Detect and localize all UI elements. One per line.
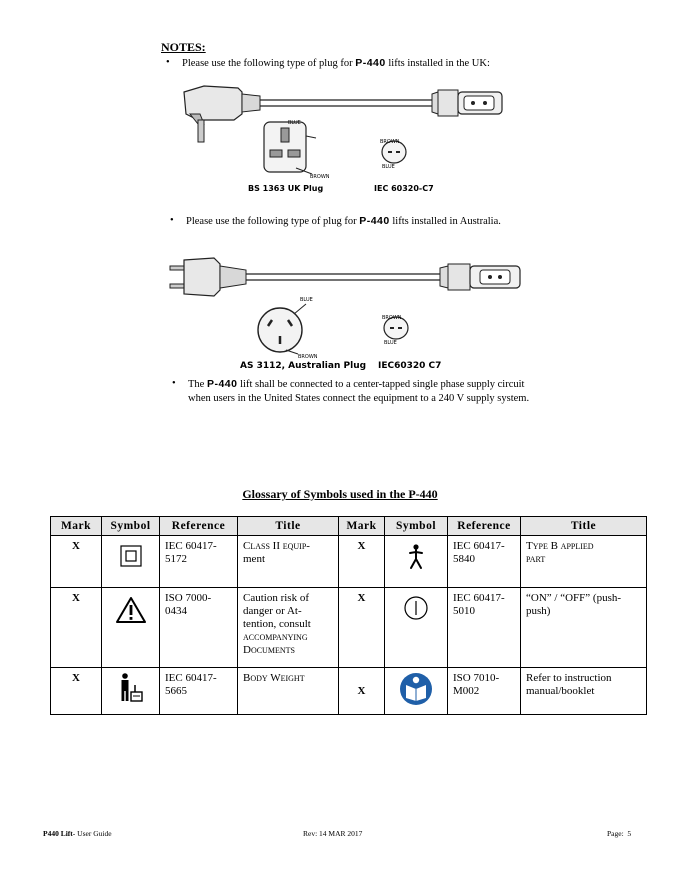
uk-neutral-pin	[288, 150, 300, 157]
mark-cell: X	[51, 588, 102, 668]
reference-cell: IEC 60417-5840	[448, 536, 521, 588]
uk-wire-blue: BLUE	[288, 120, 301, 126]
uk-socket-hole	[483, 101, 487, 105]
reference-cell: ISO 7000-0434	[160, 588, 238, 668]
symbol-cell	[102, 668, 160, 715]
mark-cell: X	[51, 536, 102, 588]
note-us-supply: • The P-440 lift shall be connected to a center-tapped single phase supply circuit when users in the United States connect the equipment to a 240 V supply system.	[172, 378, 530, 404]
title-cell: “ON” / “OFF” (push-push)	[521, 588, 647, 668]
au-conn-blue: BLUE	[384, 340, 397, 346]
uk-plug-figure	[176, 80, 526, 195]
warning-triangle-icon	[114, 592, 148, 628]
au-socket-hole	[488, 275, 492, 279]
header-reference: Reference	[160, 517, 238, 536]
au-wire-blue: BLUE	[300, 297, 313, 303]
au-strain-relief	[220, 266, 246, 288]
reference-cell: IEC 60417-5010	[448, 588, 521, 668]
symbol-cell	[385, 668, 448, 715]
au-socket-hole	[498, 275, 502, 279]
title-cell: Type B applied part	[521, 536, 647, 588]
uk-conn-blue: BLUE	[382, 164, 395, 170]
symbol-cell	[385, 588, 448, 668]
reference-cell: ISO 7010-M002	[448, 668, 521, 715]
title-cell: Body Weight	[238, 668, 339, 715]
uk-conn-brown: BROWN	[380, 139, 400, 145]
table-row	[51, 536, 647, 588]
au-plug-figure	[168, 250, 533, 372]
title-cell: Caution risk of danger or At-tention, consult accompanying Documents	[238, 588, 339, 668]
header-title: Title	[238, 517, 339, 536]
body-weight-icon	[114, 672, 148, 704]
note-uk-plug: • Please use the following type of plug for P-440 lifts installed in the UK:	[166, 57, 490, 69]
header-symbol: Symbol	[102, 517, 160, 536]
au-connector-grip	[448, 264, 470, 290]
symbol-cell	[102, 588, 160, 668]
reference-cell: IEC 60417-5172	[160, 536, 238, 588]
au-plug-face	[258, 308, 302, 352]
reference-cell: IEC 60417-5665	[160, 668, 238, 715]
header-mark: Mark	[51, 517, 102, 536]
uk-plug-caption: BS 1363 UK Plug	[248, 184, 324, 193]
class-ii-icon	[114, 540, 148, 572]
symbol-cell	[102, 536, 160, 588]
uk-connector-grip	[438, 90, 458, 116]
uk-connector-face	[464, 96, 494, 110]
header-mark: Mark	[339, 517, 385, 536]
uk-connector-neck	[432, 92, 438, 114]
uk-connector-caption: IEC 60320-C7	[374, 184, 434, 193]
uk-socket-hole	[471, 101, 475, 105]
note-au-plug: • Please use the following type of plug for P-440 lifts installed in Australia.	[170, 215, 501, 227]
symbol-cell	[385, 536, 448, 588]
header-title: Title	[521, 517, 647, 536]
bullet-dot: •	[170, 215, 174, 226]
au-plug-pin	[170, 266, 184, 270]
bullet-dot: •	[172, 378, 176, 389]
uk-earth-pin	[281, 128, 289, 142]
product-name: P-440	[206, 378, 238, 390]
au-connector-caption: IEC60320 C7	[378, 361, 442, 371]
au-wire-brown: BROWN	[298, 354, 318, 360]
uk-plug-pin-long	[198, 120, 204, 142]
uk-leader-line	[306, 136, 316, 138]
notes-title: NOTES:	[161, 40, 206, 54]
mark-cell: X	[339, 668, 385, 715]
mark-cell: X	[339, 536, 385, 588]
footer-page: Page: 5	[607, 829, 632, 838]
au-plug-caption: AS 3112, Australian Plug	[240, 361, 367, 371]
mark-cell: X	[51, 668, 102, 715]
au-leader-line	[294, 304, 306, 314]
product-name: P-440	[355, 57, 386, 69]
title-cell: Refer to instruction manual/booklet	[521, 668, 647, 715]
au-leader-line	[286, 350, 298, 354]
product-name: P-440	[359, 215, 390, 227]
header-symbol: Symbol	[385, 517, 448, 536]
au-connector-face	[480, 270, 510, 284]
uk-live-pin	[270, 150, 282, 157]
glossary-title: Glossary of Symbols used in the P-440	[242, 487, 438, 501]
header-reference: Reference	[448, 517, 521, 536]
footer-revision: Rev: 14 MAR 2017	[303, 829, 363, 838]
table-row	[51, 588, 647, 668]
mark-cell: X	[339, 588, 385, 668]
type-b-applied-part-icon	[399, 540, 433, 572]
au-plug-pin	[170, 284, 184, 288]
au-plug-body	[184, 258, 220, 296]
table-header-row	[51, 517, 647, 536]
uk-strain-relief	[242, 94, 260, 112]
bullet-dot: •	[166, 57, 170, 68]
uk-wire-brown: BROWN	[310, 174, 330, 180]
footer-doc-name: P440 Lift- User Guide	[43, 829, 112, 838]
au-connector-neck	[440, 266, 448, 288]
title-cell: Class II equip- ment	[238, 536, 339, 588]
au-conn-brown: BROWN	[382, 315, 402, 321]
table-row	[51, 668, 647, 715]
on-off-push-icon	[399, 592, 433, 624]
glossary-table	[50, 516, 647, 715]
instruction-manual-icon	[398, 672, 434, 706]
